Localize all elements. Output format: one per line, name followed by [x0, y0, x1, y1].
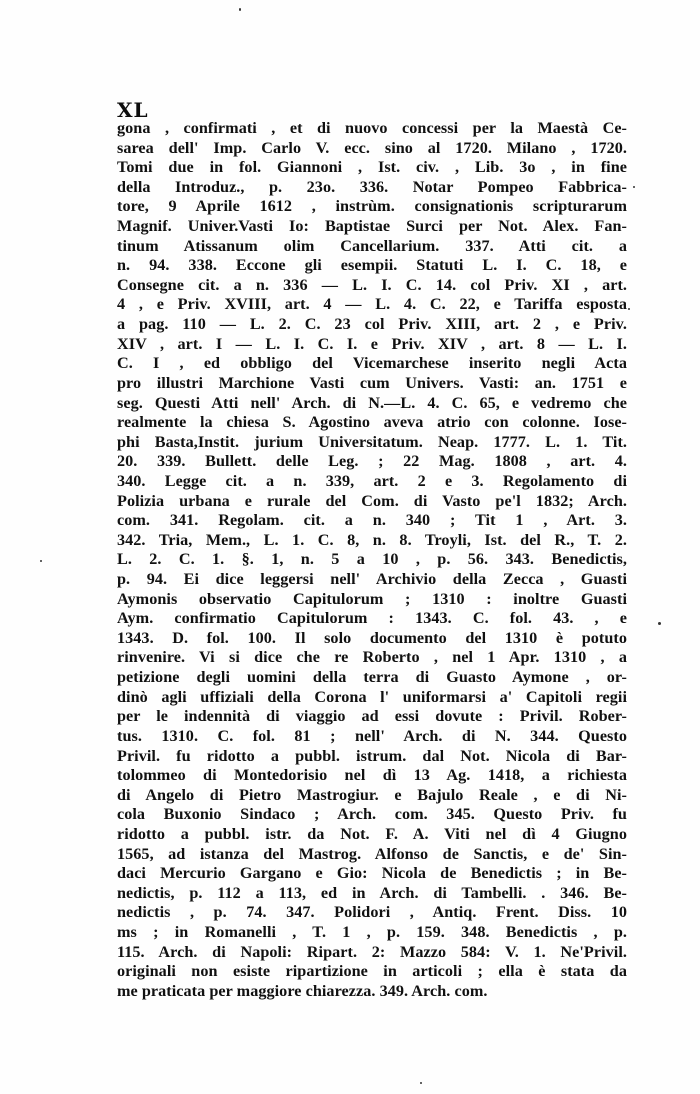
- text-line: pro illustri Marchione Vasti cum Univers. Vasti: an. 1751 e: [117, 373, 627, 392]
- text-line: daci Mercurio Gargano e Gio: Nicola de Benedictis ; in Be-: [117, 864, 627, 883]
- text-line: tinum Atissanum olim Cancellarium. 337. Atti cit. a: [117, 236, 627, 255]
- paper-speck: [633, 186, 635, 188]
- paper-speck: [239, 8, 241, 11]
- text-line: Aym. confirmatio Capitulorum : 1343. C. fol. 43. , e: [117, 609, 627, 628]
- text-line: 20. 339. Bullett. delle Leg. ; 22 Mag. 1808 , art. 4.: [117, 452, 627, 471]
- text-line: nedictis , p. 74. 347. Polidori , Antiq. Frent. Diss. 10: [117, 903, 627, 922]
- text-line: 1565, ad istanza del Mastrog. Alfonso de Sanctis, e de' Sin-: [117, 844, 627, 863]
- text-line: Polizia urbana e rurale del Com. di Vasto pe'l 1832; Arch.: [117, 491, 627, 510]
- text-line: Privil. fu ridotto a pubbl. istrum. dal Not. Nicola di Bar-: [117, 746, 627, 765]
- paper-speck: [420, 1082, 422, 1084]
- text-line: a pag. 110 — L. 2. C. 23 col Priv. XIII, art. 2 , e Priv.: [117, 315, 627, 334]
- text-line: XIV , art. I — L. I. C. I. e Priv. XIV , art. 8 — L. I.: [117, 334, 627, 353]
- text-line: 340. Legge cit. a n. 339, art. 2 e 3. Regolamento di: [117, 471, 627, 490]
- text-line: Tomi due in fol. Giannoni , Ist. civ. , Lib. 3o , in fine: [117, 158, 627, 177]
- text-line: dinò agli uffiziali della Corona l' uniformarsi a' Capitoli regii: [117, 687, 627, 706]
- text-line: tolommeo di Montedorisio nel dì 13 Ag. 1418, a richiesta: [117, 766, 627, 785]
- text-line: rinvenire. Vi si dice che re Roberto , nel 1 Apr. 1310 , a: [117, 648, 627, 667]
- text-line: n. 94. 338. Eccone gli esempii. Statuti L. I. C. 18, e: [117, 256, 627, 275]
- page-number: XL: [117, 98, 149, 122]
- text-line: per le indennità di viaggio ad essi dovute : Privil. Rober-: [117, 707, 627, 726]
- text-line: gona , confirmati , et di nuovo concessi per la Maestà Ce-: [117, 119, 627, 137]
- text-line: 342. Tria, Mem., L. 1. C. 8, n. 8. Troyli, Ist. del R., T. 2.: [117, 530, 627, 549]
- text-line: originali non esiste ripartizione in articoli ; ella è stata da: [117, 962, 627, 981]
- text-line: 115. Arch. di Napoli: Ripart. 2: Mazzo 584: V. 1. Ne'Privil.: [117, 942, 627, 961]
- text-line: tus. 1310. C. fol. 81 ; nell' Arch. di N. 344. Questo: [117, 726, 627, 745]
- text-line: petizione degli uomini della terra di Guasto Aymone , or-: [117, 668, 627, 687]
- text-line: com. 341. Regolam. cit. a n. 340 ; Tit 1 , Art. 3.: [117, 511, 627, 530]
- text-line: realmente la chiesa S. Agostino aveva atrio con colonne. Iose-: [117, 413, 627, 432]
- paper-speck: [40, 560, 42, 562]
- paper-speck: [658, 622, 661, 625]
- text-line: cola Buxonio Sindaco ; Arch. com. 345. Questo Priv. fu: [117, 805, 627, 824]
- paper-speck: [628, 308, 630, 310]
- text-line: seg. Questi Atti nell' Arch. di N.—L. 4. C. 65, e vedremo che: [117, 393, 627, 412]
- text-line: me praticata per maggiore chiarezza. 349. Arch. com.: [117, 981, 488, 1000]
- text-line: phi Basta,Instit. jurium Universitatum. Neap. 1777. L. 1. Tit.: [117, 432, 627, 451]
- text-line: sarea dell' Imp. Carlo V. ecc. sino al 1720. Milano , 1720.: [117, 138, 627, 157]
- text-line: Consegne cit. a n. 336 — L. I. C. 14. col Priv. XI , art.: [117, 275, 627, 294]
- text-line: Magnif. Univer.Vasti Io: Baptistae Surci per Not. Alex. Fan-: [117, 217, 627, 236]
- text-line: 4 , e Priv. XVIII, art. 4 — L. 4. C. 22, e Tariffa esposta: [117, 295, 627, 314]
- text-line: di Angelo di Pietro Mastrogiur. e Bajulo Reale , e di Ni-: [117, 785, 627, 804]
- text-line: nedictis, p. 112 a 113, ed in Arch. di Tambelli. . 346. Be-: [117, 883, 627, 902]
- footnote-text-block: [117, 119, 627, 1001]
- text-line: ms ; in Romanelli , T. 1 , p. 159. 348. Benedictis , p.: [117, 922, 627, 941]
- text-line: L. 2. C. 1. §. 1, n. 5 a 10 , p. 56. 343. Benedictis,: [117, 550, 627, 569]
- text-line: ridotto a pubbl. istr. da Not. F. A. Viti nel dì 4 Giugno: [117, 824, 627, 843]
- text-line: 1343. D. fol. 100. Il solo documento del 1310 è potuto: [117, 628, 627, 647]
- text-line: Aymonis observatio Capitulorum ; 1310 : inoltre Guasti: [117, 589, 627, 608]
- text-line: p. 94. Ei dice leggersi nell' Archivio della Zecca , Guasti: [117, 570, 627, 589]
- text-line: della Introduz., p. 23o. 336. Notar Pompeo Fabbrica-: [117, 177, 627, 196]
- text-line: tore, 9 Aprile 1612 , instrùm. consignationis scripturarum: [117, 197, 627, 216]
- text-line: C. I , ed obbligo del Vicemarchese inserito negli Acta: [117, 354, 627, 373]
